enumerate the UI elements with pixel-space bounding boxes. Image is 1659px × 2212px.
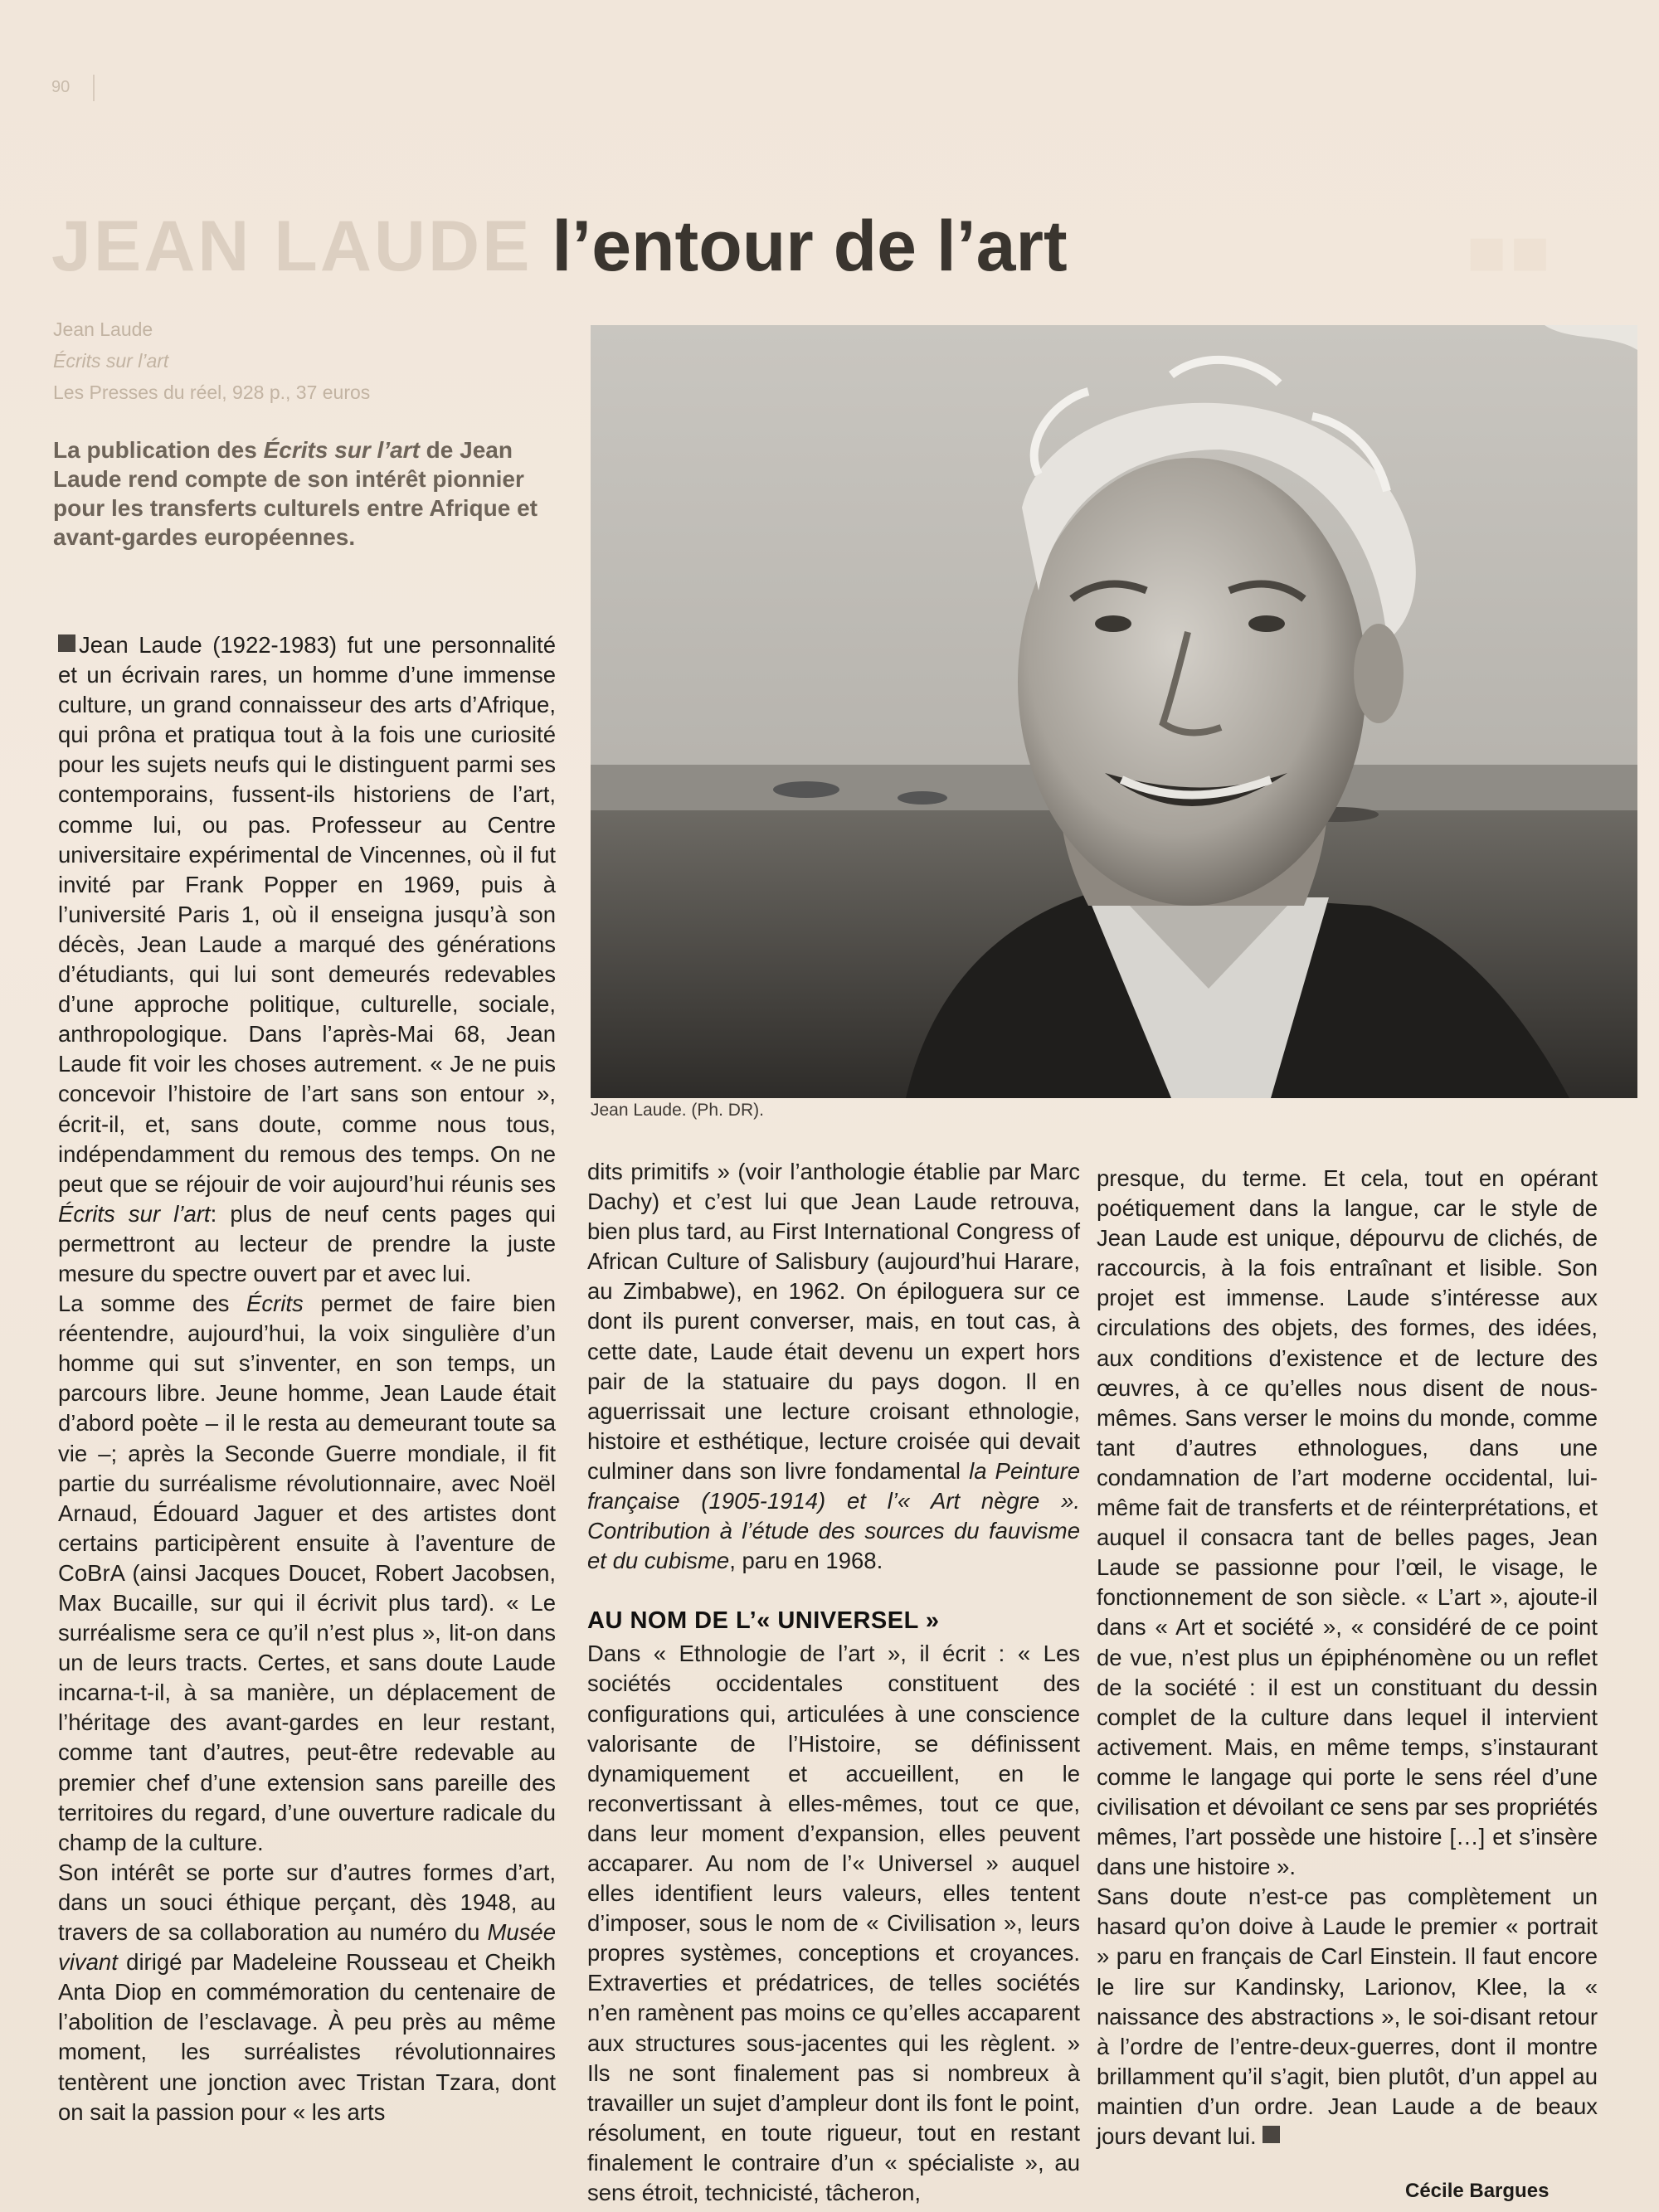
col3-paragraph-2: [1097, 1882, 1598, 2151]
col2-p1-text-a: dits primitifs » (voir l’anthologie établie par Marc Dachy) et c’est lui que Jean Laude retrouva, bien plus tard, au First International Congress of African Culture of Salisbury (aujourd’hui Harare, au Zimbabwe), en 1962. On épiloguera sur ce dont ils purent converser, mais, en tout cas, à cette date, Laude était devenu un expert hors pair de la statuaire du pays dogon. Il en aguerrissait une lecture croisant ethnologie, histoire et esthétique, lecture croisée qui devait culminer dans son livre fondamental: [587, 1159, 1080, 1484]
col2-paragraph-1: [587, 1157, 1080, 1576]
body-column-1: [58, 630, 556, 2127]
headline-name: JEAN LAUDE: [51, 207, 533, 286]
section-gap: [587, 1576, 1080, 1606]
portrait-illustration: [591, 325, 1637, 1098]
lead-part-2: de Jean Laude rend compte de son intérêt pionnier pour les transferts culturels entre Afrique et avant-gardes européennes.: [53, 437, 538, 550]
headline-subtitle: l’entour de l’art: [532, 207, 1068, 286]
lead-book-title: Écrits sur l’art: [263, 437, 420, 463]
article-lead: [53, 435, 542, 552]
col2-paragraph-2: Dans « Ethnologie de l’art », il écrit : « Les sociétés occidentales constituent des configurations qui, articulées à une conscience valorisante de l’Histoire, se définissent dynamiquement et accueillent, en le reconvertissant à elles-mêmes, tout ce que, dans leur moment d’expansion, elles peuvent accaparer. Au nom de l’« Universel » auquel elles identifient leurs valeurs, elles tentent d’imposer, sous le nom de « Civilisation », leurs propres systèmes, conceptions et croyances. Extraverties et prédatrices, de telles sociétés n’en ramènent pas moins ce qu’elles accaparent aux structures sous-jacentes qui les règlent. » Ils ne sont finalement pas si nombreux à travailler un sujet d’ampleur dont ils font le point, résolument, en toute rigueur, tout en restant finalement le contraire d’un « spécialiste », au sens étroit, technicisté, tâcheron,: [587, 1641, 1080, 2205]
photo-caption: Jean Laude. (Ph. DR).: [591, 1101, 764, 1120]
col3-paragraph-1: presque, du terme. Et cela, tout en opérant poétiquement dans la langue, car le style de Jean Laude est unique, dépourvu de clichés, de raccourcis, à la fois entraînant et lisible. Son projet est immense. Laude s’intéresse aux circulations des objets, des formes, des idées, aux conditions d’existence et de lecture des œuvres, à ce qu’elles nous disent de nous-mêmes. Sans verser le moins du monde, comme tant d’autres ethnologues, dans une condamnation de l’art moderne occidental, lui-même fait de transferts et de réinterprétations, et auquel il consacra tant de belles pages, Jean Laude se passionne pour l’œil, le visage, le fonctionnement de son siècle. « L’art », ajoute-il dans « Art et société », « considéré de ce point de vue, n’est plus un épiphénomène ou un reflet de la société : il est un constituant du dessin complet de la culture dans lequel il intervient activement. Mais, en même temps, s’instaurant comme le langage qui porte le sens réel d’une civilisation et dévoilant ce sens par ses propriétés mêmes, l’art possède une histoire […] et s’insère dans une histoire ».: [1097, 1165, 1598, 1880]
article-headline: [51, 206, 1068, 288]
col1-paragraph-2: [58, 1289, 556, 1858]
lead-part-1: La publication des: [53, 437, 264, 463]
col1-p2-title: Écrits: [246, 1291, 304, 1317]
col1-p1-text-b: : plus de neuf cents pages qui permettront au lecteur de prendre la juste mesure du spectre ouvert par et avec lui.: [58, 1200, 556, 1286]
col1-paragraph-1: [58, 630, 556, 1289]
col1-p2-text-a: La somme des: [58, 1291, 247, 1317]
portrait-photo: [591, 325, 1637, 1098]
col1-p3-text-b: dirigé par Madeleine Rousseau et Cheikh Anta Diop en commémoration du centenaire de l’abolition de l’esclavage. À peu près au même moment, les surréalistes révolutionnaires tentèrent une jonction avec Tristan Tzara, dont on sait la passion pour « les arts: [58, 1949, 556, 2125]
col1-p3-text-a: Son intérêt se porte sur d’autres formes d’art, dans un souci éthique perçant, dès 1948, au travers de sa collaboration au numéro du: [58, 1859, 556, 1946]
col2-p1-title: la Peinture française (1905-1914) et l’« Art nègre ». Contribution à l’étude des sources du fauvisme et du cubisme: [587, 1457, 1080, 1574]
col1-p1-title: Écrits sur l’art: [58, 1200, 211, 1227]
body-column-2: [587, 1157, 1080, 2208]
book-author: Jean Laude: [53, 318, 153, 340]
col1-p3-title: Musée vivant: [58, 1919, 556, 1976]
col3-p2-text: Sans doute n’est-ce pas complètement un hasard qu’on doive à Laude le premier « portrait » paru en français de Carl Einstein. Il faut encore le lire sur Kandinsky, Larionov, Klee, la « naissance des abstractions », le soi-disant retour à l’ordre de l’entre-deux-guerres, dont il montre brillamment qu’il s’agit, bien plutôt, d’un appel au maintien d’un ordre. Jean Laude a de beaux jours devant lui.: [1097, 1884, 1598, 2149]
col1-paragraph-3: [58, 1858, 556, 2127]
book-title: Écrits sur l’art: [53, 350, 169, 372]
book-reference: [53, 314, 370, 408]
col2-p1-text-b: , paru en 1968.: [729, 1548, 883, 1574]
col1-p1-text-a: Jean Laude (1922-1983) fut une personnalité et un écrivain rares, un homme d’une immense culture, un grand connaisseur des arts d’Afrique, qui prôna et pratiqua tout à la fois une curiosité pour les sujets neufs qui le distinguent parmi ses contemporains, fussent-ils historiens de l’art, comme lui, ou pas. Professeur au Centre universitaire expérimental de Vincennes, où il fut invité par Frank Popper en 1969, puis à l’université Paris 1, où il enseigna jusqu’à son décès, Jean Laude a marqué des générations d’étudiants, qui lui sont demeurés redevables d’une approche politique, culturelle, sociale, anthropologique. Dans l’après-Mai 68, Jean Laude fit voir les choses autrement. « Je ne puis concevoir l’histoire de l’art sans son entour », écrit-il, et, sans doute, comme nous tous, indépendamment du remous des temps. On ne peut que se réjouir de voir aujourd’hui réunis ses: [58, 632, 556, 1197]
author-signature: Cécile Bargues: [1405, 2180, 1550, 2202]
book-publisher: Les Presses du réel, 928 p., 37 euros: [53, 382, 371, 403]
body-column-3: [1097, 1164, 1598, 2151]
square-bullet-icon: [58, 634, 75, 652]
page-number-divider: [93, 75, 95, 101]
col1-p2-text-b: permet de faire bien réentendre, aujourd’hui, la voix singulière d’un homme qui sut s’inventer, en son temps, un parcours libre. Jeune homme, Jean Laude était d’abord poète – il le resta au demeurant toute sa vie –; après la Seconde Guerre mondiale, il fit partie du surréalisme révolutionnaire, avec Noël Arnaud, Édouard Jaguer et des artistes dont certains participèrent ensuite à l’aventure de CoBrA (ainsi Jacques Doucet, Robert Jacobsen, Max Bucaille, sur qui il écrivit plus tard). « Le surréalisme sera ce qu’il n’est plus », lit-on dans un de leurs tracts. Certes, et sans doute Laude incarna-t-il, à sa manière, un déplacement de l’héritage des avant-gardes en leur restant, comme tant d’autres, peut-être redevable au premier chef d’une extension sans pareille des territoires du regard, d’une ouverture radicale du champ de la culture.: [58, 1291, 556, 1855]
end-square-icon: [1262, 2126, 1280, 2143]
bleed-through-decoration: ■■: [1467, 215, 1554, 289]
section-subheading: AU NOM DE L’« UNIVERSEL »: [587, 1607, 940, 1635]
page-number: 90: [51, 78, 71, 96]
